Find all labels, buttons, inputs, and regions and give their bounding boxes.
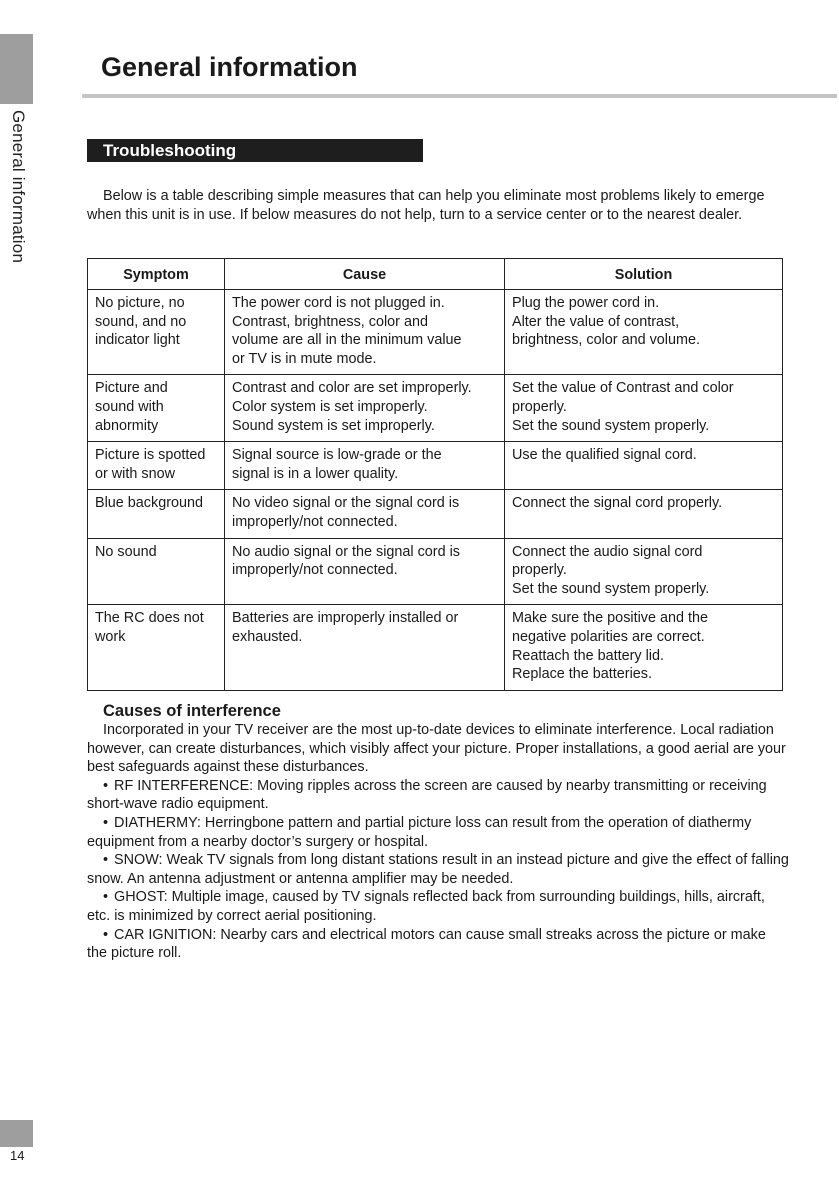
table-cell-cause (225, 442, 505, 490)
symptom-text-line: Picture and (95, 380, 168, 397)
solution-text-line: properly. (512, 398, 567, 415)
table-row (88, 605, 783, 690)
troubleshooting-table (87, 258, 783, 691)
side-tab-marker (0, 34, 33, 104)
solution-text-line: Make sure the positive and the (512, 610, 708, 627)
table-row (88, 375, 783, 442)
cause-text-line: exhausted. (232, 628, 303, 645)
solution-text-line: Connect the signal cord properly. (512, 495, 723, 512)
cause-text-line: No audio signal or the signal cord is (232, 543, 460, 560)
table-cell-cause (225, 605, 505, 690)
page-corner-marker (0, 1120, 33, 1147)
intro-paragraph: Below is a table describing simple measures that can help you eliminate most problems likely to emerge when this unit is in use. If below measures do not help, turn to a service center or to the nearest dealer. (87, 188, 765, 223)
interference-section (87, 721, 789, 963)
section-title: Troubleshooting (103, 141, 237, 160)
cause-text-line: The power cord is not plugged in. (232, 295, 445, 311)
table-header-row (88, 259, 783, 290)
table-cell-cause (225, 290, 505, 375)
table-cell-solution (505, 375, 783, 442)
page-number: 14 (10, 1148, 25, 1163)
symptom-text-line: abnormity (95, 417, 159, 434)
title-divider (82, 94, 837, 98)
cause-text-line: Signal source is low-grade or the (232, 447, 442, 464)
cause-text-line: volume are all in the minimum value (232, 332, 462, 349)
symptom-text-line: Picture is spotted (95, 447, 206, 464)
column-header-symptom: Symptom (88, 259, 225, 290)
symptom-text-line: sound with (95, 398, 164, 415)
cause-text-line: Contrast, brightness, color and (232, 313, 428, 330)
solution-text-line: Alter the value of contrast, (512, 313, 680, 330)
solution-text-line: Connect the audio signal cord (512, 543, 703, 560)
symptom-text-line: sound, and no (95, 313, 187, 330)
cause-text-line: improperly/not connected. (232, 562, 398, 579)
symptom-text-line: The RC does not (95, 610, 204, 627)
table-cell-solution (505, 538, 783, 605)
column-header-cause: Cause (225, 259, 505, 290)
interference-item-snow: • SNOW: Weak TV signals from long distant stations result in an instead picture and give the effect of falling snow. An antenna adjustment or antenna amplifier may be needed. (87, 851, 789, 888)
cause-text-line: Contrast and color are set improperly. (232, 380, 472, 397)
symptom-text-line: No picture, no (95, 295, 185, 311)
column-header-solution: Solution (505, 259, 783, 290)
page-title: General information (101, 52, 358, 82)
table-row (88, 490, 783, 538)
cause-text-line: Sound system is set improperly. (232, 417, 435, 434)
table-cell-symptom (88, 538, 225, 605)
table-cell-symptom (88, 490, 225, 538)
table-cell-symptom (88, 290, 225, 375)
symptom-text-line: Blue background (95, 495, 204, 512)
table-cell-symptom (88, 605, 225, 690)
solution-text-line: Plug the power cord in. (512, 295, 660, 311)
solution-text-line: Reattach the battery lid. (512, 647, 664, 664)
table-cell-solution (505, 290, 783, 375)
interference-heading: Causes of interference (103, 702, 281, 720)
interference-item-rf: • RF INTERFERENCE: Moving ripples across the screen are caused by nearby transmitting or receiving short-wave radio equipment. (87, 777, 789, 814)
table-cell-solution (505, 490, 783, 538)
table-cell-symptom (88, 375, 225, 442)
table-row (88, 538, 783, 605)
cause-text-line: Batteries are improperly installed or (232, 610, 459, 627)
interference-item-car-ignition: • CAR IGNITION: Nearby cars and electrical motors can cause small streaks across the picture or make the picture roll. (87, 926, 789, 963)
section-header-bar (87, 139, 423, 162)
table-cell-cause (225, 490, 505, 538)
table-row (88, 290, 783, 375)
interference-item-ghost: • GHOST: Multiple image, caused by TV signals reflected back from surrounding buildings, hills, aircraft, etc. is minimized by correct aerial positioning. (87, 888, 789, 925)
table-row (88, 442, 783, 490)
table-body (88, 290, 783, 691)
table-cell-solution (505, 442, 783, 490)
table-cell-solution (505, 605, 783, 690)
symptom-text-line: or with snow (95, 465, 175, 482)
table-cell-cause (225, 538, 505, 605)
cause-text-line: or TV is in mute mode. (232, 350, 377, 367)
table-cell-cause (225, 375, 505, 442)
solution-text-line: negative polarities are correct. (512, 628, 705, 645)
symptom-text-line: No sound (95, 543, 157, 560)
solution-text-line: brightness, color and volume. (512, 332, 700, 349)
cause-text-line: Color system is set improperly. (232, 398, 428, 415)
cause-text-line: signal is in a lower quality. (232, 465, 399, 482)
cause-text-line: improperly/not connected. (232, 513, 398, 530)
solution-text-line: Set the sound system properly. (512, 417, 710, 434)
symptom-text-line: indicator light (95, 332, 180, 349)
table-cell-symptom (88, 442, 225, 490)
interference-intro: Incorporated in your TV receiver are the most up-to-date devices to eliminate interference. Local radiation however, can create disturbances, which visibly affect your picture. Proper installations, a good aerial are your best safeguards against these disturbances. (87, 722, 786, 776)
solution-text-line: Set the value of Contrast and color (512, 380, 734, 397)
interference-item-diathermy: • DIATHERMY: Herringbone pattern and partial picture loss can result from the operation of diathermy equipment from a nearby doctor’s surgery or hospital. (87, 814, 789, 851)
solution-text-line: Use the qualified signal cord. (512, 447, 697, 464)
solution-text-line: Replace the batteries. (512, 666, 652, 683)
solution-text-line: properly. (512, 562, 567, 579)
cause-text-line: No video signal or the signal cord is (232, 495, 460, 512)
solution-text-line: Set the sound system properly. (512, 580, 710, 597)
side-section-label: General information (9, 110, 28, 264)
symptom-text-line: work (95, 628, 126, 645)
